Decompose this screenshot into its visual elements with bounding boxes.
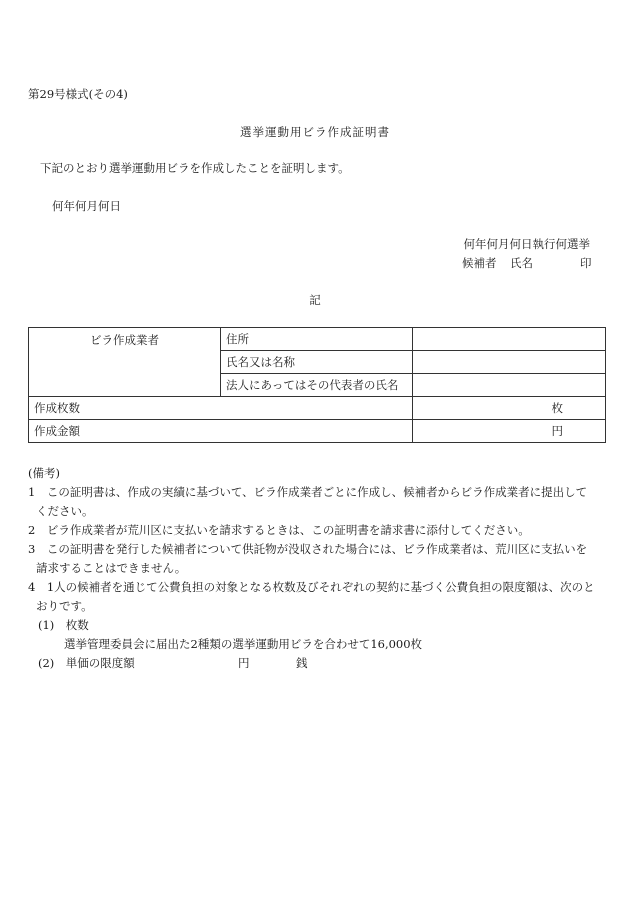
form-number: 第29号様式(その4) (28, 87, 128, 101)
note-4-line-1: 4 1人の候補者を通じて公費負担の対象となる枚数及びそれぞれの契約に基づく公費負担の限度額は、次のと (28, 580, 595, 594)
document-title: 選挙運動用ビラ作成証明書 (240, 125, 390, 139)
intro-text: 下記のとおり選挙運動用ビラを作成したことを証明します。 (40, 161, 350, 175)
election-line: 何年何月何日執行何選挙 (463, 237, 590, 251)
notes-section (28, 464, 608, 673)
notes-heading: (備考) (28, 466, 60, 480)
table-row (29, 397, 606, 420)
seal-mark: 印 (580, 256, 592, 270)
table-row (29, 328, 606, 351)
ki-heading: 記 (309, 293, 321, 307)
note-2: 2 ビラ作成業者が荒川区に支払いを請求するときは、この証明書を請求書に添付してください。 (28, 523, 530, 537)
count-label-cell: 作成枚数 (29, 397, 413, 420)
rep-value-cell (413, 374, 606, 397)
note-3-line-1: 3 この証明書を発行した候補者について供託物が没収された場合には、ビラ作成業者は、荒川区に支払いを (28, 542, 588, 556)
maker-label-cell: ビラ作成業者 (29, 328, 221, 397)
count-unit-cell: 枚 (413, 397, 606, 420)
date-line: 何年何月何日 (52, 199, 121, 213)
table-row (29, 420, 606, 443)
note-1-line-1: 1 この証明書は、作成の実績に基づいて、ビラ作成業者ごとに作成し、候補者からビラ作成業者に提出して (28, 485, 588, 499)
candidate-name-label: 氏名 (510, 256, 533, 270)
note-4-line-2: おりです。 (36, 599, 93, 613)
address-label-cell: 住所 (221, 328, 413, 351)
note-4-sub-2-label: (2) 単価の限度額 (38, 656, 135, 670)
name-value-cell (413, 351, 606, 374)
rep-label-cell: 法人にあってはその代表者の氏名 (221, 374, 413, 397)
candidate-label: 候補者 (462, 256, 497, 270)
amount-unit-cell: 円 (413, 420, 606, 443)
amount-label-cell: 作成金額 (29, 420, 413, 443)
note-4-sub-2 (28, 654, 608, 673)
certificate-table (28, 327, 606, 443)
note-1-line-2: ください。 (36, 504, 94, 518)
name-label-cell: 氏名又は名称 (221, 351, 413, 374)
yen-unit: 円 (238, 656, 250, 670)
note-4-sub-1: (1) 枚数 (38, 618, 89, 632)
address-value-cell (413, 328, 606, 351)
sen-unit: 銭 (296, 656, 308, 670)
note-3-line-2: 請求することはできません。 (36, 561, 187, 575)
note-4-sub-1-detail: 選挙管理委員会に届出た2種類の選挙運動用ビラを合わせて16,000枚 (64, 637, 423, 651)
